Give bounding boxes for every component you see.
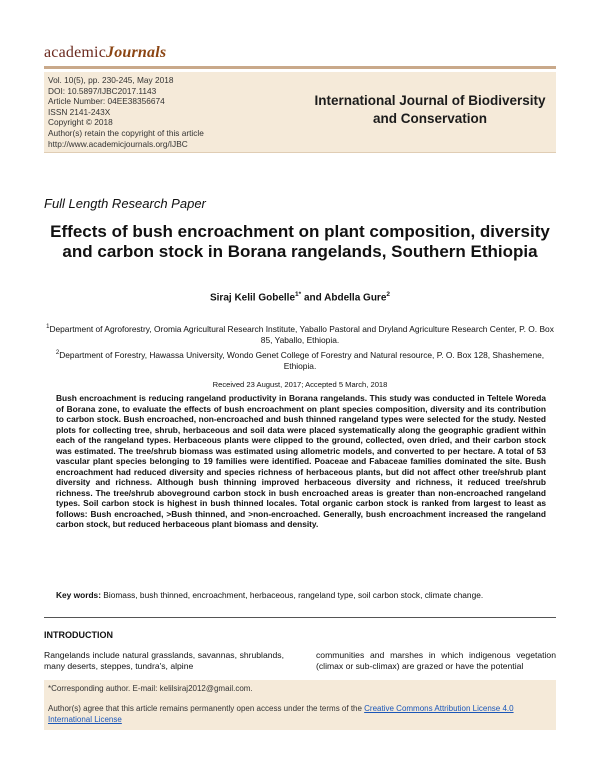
meta-rights: Author(s) retain the copyright of this article bbox=[48, 128, 204, 138]
logo-academic: academic bbox=[44, 44, 106, 61]
keywords-text: Biomass, bush thinned, encroachment, herbaceous, rangeland type, soil carbon stock, climate change. bbox=[100, 590, 484, 600]
publisher-logo bbox=[44, 44, 166, 62]
license-link[interactable]: Creative Commons Attribution License 4.0 International License bbox=[48, 704, 514, 724]
author-2-affiliation-mark: 2 bbox=[386, 291, 391, 298]
paper-type: Full Length Research Paper bbox=[44, 196, 206, 211]
affiliation-2 bbox=[44, 348, 556, 372]
meta-article-number: Article Number: 04EE38356674 bbox=[48, 96, 165, 107]
authors bbox=[44, 291, 556, 303]
abstract: Bush encroachment is reducing rangeland productivity in Borana rangelands. This study was conducted in Teltele Woreda of Borana zone, to evaluate the effects of bush encroachment on plant species composition, diversity and its contribution to carbon stock. Bush encroached, non-encroached and bush thinned rangeland types were selected for the study. Nested plots for collecting tree, shrub, herbaceous and soil data were placed systematically along the geographic gradient within each of the rangeland types. Herbaceous plants were clipped to the ground, collected, oven dried, and their carbon stock was estimated. The tree/shrub biomass was estimated using allometric models, and converted to per hectare. A total of 53 vascular plant species belonging to 19 families were identified. Poaceae and Fabaceae families dominated the site. Bush encroachment had reduced diversity and species richness of herbaceous plants, but did not affect other tree/shrub plant diversity and richness. Although bush thinning improved herbaceous diversity and richness, it reduced tree/shrub richness. The tree/shrub aboveground carbon stock in bush encroached areas is greater than non-encroached rangeland types. Soil carbon stock is highest in bush thinned locales. Total organic carbon stock is ranked from largest to least as follows: Bush encroached, >Bush thinned, and >non-encroached. Generally, bush encroachment increased the rangeland carbon stock, but reduced herbaceous plant biomass and density. bbox=[56, 393, 546, 529]
meta-url[interactable]: http://www.academicjournals.org/IJBC bbox=[48, 138, 188, 149]
affiliation-1-mark: 1 bbox=[46, 324, 50, 330]
affiliation-1 bbox=[44, 322, 556, 346]
corresponding-author: *Corresponding author. E-mail: kelilsiraj2012@gmail.com. bbox=[48, 684, 253, 693]
meta-doi: DOI: 10.5897/IJBC2017.1143 bbox=[48, 85, 157, 96]
intro-column-left: Rangelands include natural grasslands, savannas, shrublands, many deserts, steppes, tundra's, alpine bbox=[44, 650, 284, 671]
received-dates: Received 23 August, 2017; Accepted 5 March, 2018 bbox=[212, 380, 388, 389]
author-1: Siraj Kelil Gobelle bbox=[209, 292, 296, 304]
meta-volume: Vol. 10(5), pp. 230-245, May 2018 bbox=[48, 75, 174, 85]
keywords-label: Key words: bbox=[56, 590, 101, 600]
license-text: Author(s) agree that this article remains permanently open access under the terms of the bbox=[48, 704, 365, 713]
journal-title: International Journal of Biodiversity and Conservation bbox=[314, 93, 546, 126]
license-statement bbox=[48, 704, 552, 725]
introduction-heading: INTRODUCTION bbox=[44, 630, 113, 640]
meta-issn: ISSN 2141-243X bbox=[48, 106, 111, 117]
affiliation-1-text: Department of Agroforestry, Oromia Agricultural Research Institute, Yaballo Pastoral and Dryland Agriculture Research Center, P. O. Box 85, Yaballo, Ethiopia. bbox=[49, 323, 554, 345]
paper-title: Effects of bush encroachment on plant composition, diversity and carbon stock in Borana rangelands, Southern Ethiopia bbox=[50, 222, 550, 261]
authors-conjunction: and bbox=[301, 292, 325, 304]
meta-copyright: Copyright © 2018 bbox=[48, 117, 113, 128]
abstract-divider bbox=[44, 617, 556, 618]
logo-journals: Journals bbox=[106, 44, 167, 61]
affiliation-2-text: Department of Forestry, Hawassa University, Wondo Genet College of Forestry and Natural resource, P. O. Box 128, Shashemene, Ethiopia. bbox=[59, 349, 545, 371]
affiliation-2-mark: 2 bbox=[55, 350, 60, 356]
intro-column-right: communities and marshes in which indigenous vegetation (climax or sub-climax) are grazed or have the potential bbox=[316, 650, 556, 671]
header-divider bbox=[44, 66, 556, 69]
author-2: Abdella Gure bbox=[324, 292, 387, 304]
keywords bbox=[56, 590, 546, 601]
author-1-affiliation-mark: 1* bbox=[295, 291, 302, 298]
